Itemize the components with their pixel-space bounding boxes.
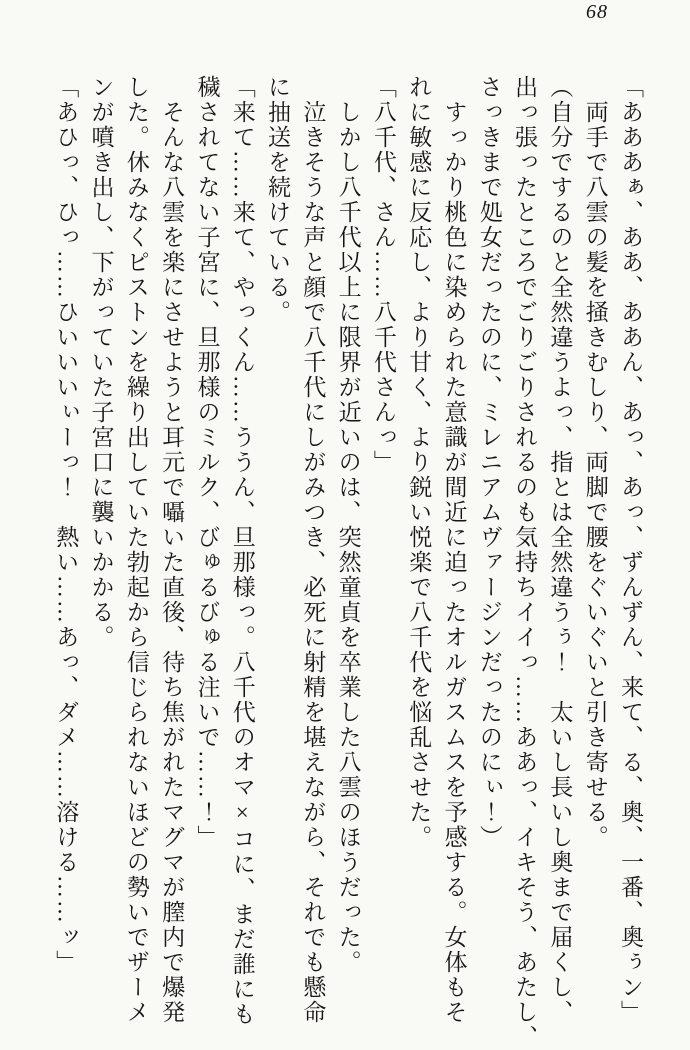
text-column: （自分でするのと全然違うよっ、指とは全然違うぅ！ 太いし長いし奥まで届くし、 — [547, 75, 573, 1025]
text-column: ンが噴き出し、下がっていた子宮口に襲いかかる。 — [88, 75, 114, 650]
text-column: 泣きそうな声と顔で八千代にしがみつき、必死に射精を堪えながら、それでも懸命 — [300, 100, 326, 1025]
text-column: れに敏感に反応し、より甘く、より鋭い悦楽で八千代を悩乱させた。 — [406, 75, 432, 850]
text-column: 両手で八雲の髪を掻きむしり、両脚で腰をぐいぐいと引き寄せる。 — [582, 100, 608, 850]
text-column: に抽送を続けている。 — [265, 75, 291, 325]
text-column: 「来て……来て、やっくん……ううん、旦那様っ。八千代のオマ×コに、まだ誰にも — [229, 75, 255, 1027]
text-column: 「あああぁ、ああ、ああん、あっ、あっ、ずんずん、来て、る、奥、一番、奥ぅン」 — [618, 75, 643, 1025]
text-column: 「八千代、さん……八千代さんっ」 — [370, 75, 396, 475]
text-column: すっかり桃色に染められた意識が間近に迫ったオルガスムスを予感する。女体もそ — [441, 100, 467, 1025]
text-column: さっきまで処女だったのに、ミレニアムヴァージンだったのにぃ！） — [476, 75, 502, 850]
text-column: そんな八雲を楽にさせようと耳元で囁いた直後、待ち焦がれたマグマが膣内で爆発 — [159, 100, 185, 1025]
text-column: しかし八千代以上に限界が近いのは、突然童貞を卒業した八雲のほうだった。 — [335, 100, 361, 975]
text-column: した。休みなくピストンを繰り出していた勃起から信じられないほどの勢いでザーメ — [123, 75, 149, 1025]
text-block — [48, 75, 648, 1050]
page-number: 68 — [586, 1, 608, 23]
text-column: 出っ張ったところでごりごりされるのも気持ちイイっ……ああっ、イキそう、あたし、 — [512, 75, 538, 1050]
text-column: 「あひっ、ひっ……ひいいいぃーっ！ 熱い……あっ、ダメ……溶ける……ッ」 — [53, 75, 79, 975]
text-column: 穢されてない子宮に、旦那様のミルク、びゅるびゅる注いで……！」 — [194, 75, 220, 850]
